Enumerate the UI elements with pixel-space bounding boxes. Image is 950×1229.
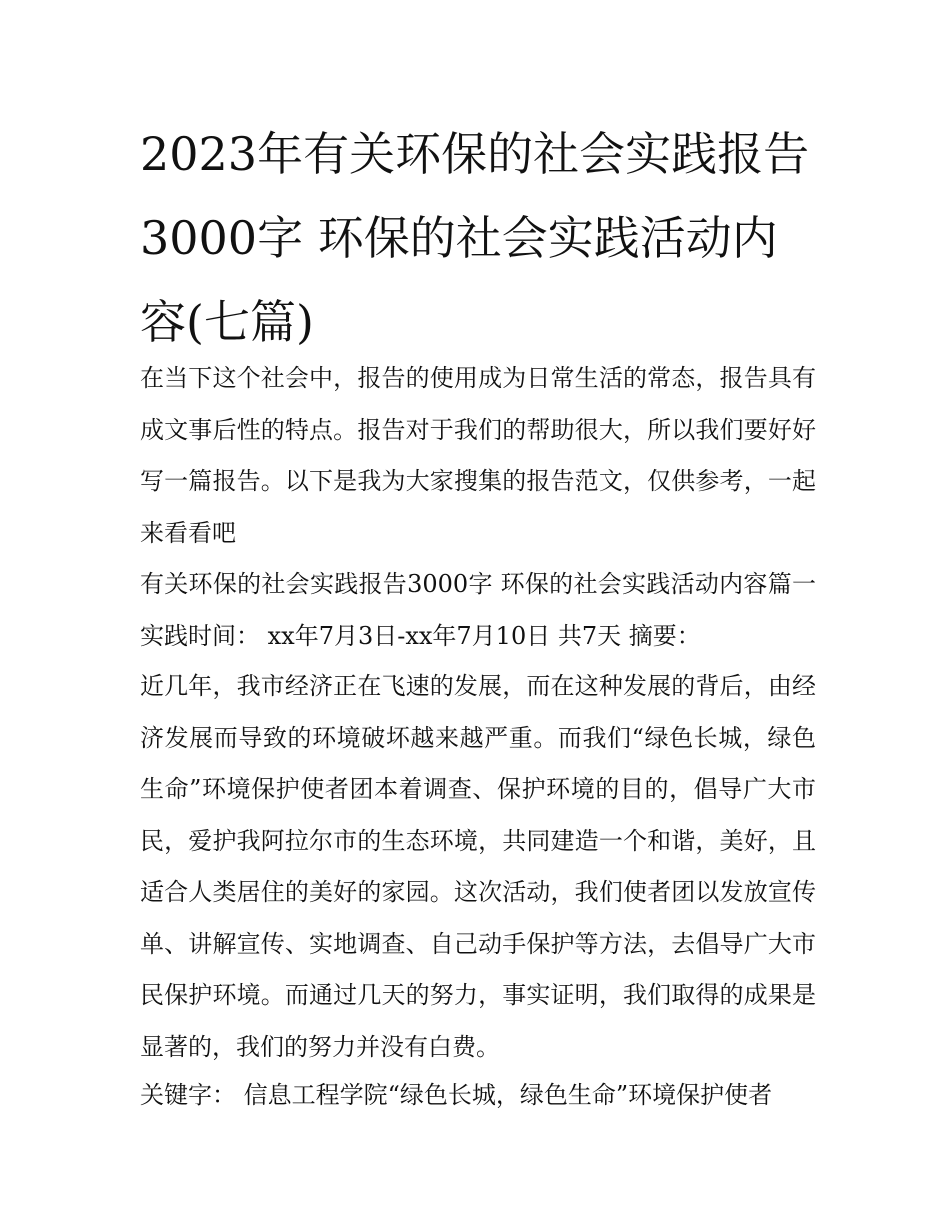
intro-paragraph: 在当下这个社会中，报告的使用成为日常生活的常态，报告具有成文事后性的特点。报告对于我们的帮助很大，所以我们要好好写一篇报告。以下是我为大家搜集的报告范文，仅供参考，一起来看看吧: [140, 364, 816, 547]
keywords-paragraph: 关键字： 信息工程学院“绿色长城，绿色生命”环境保护使者: [140, 1081, 773, 1109]
section-heading-paragraph: 有关环保的社会实践报告3000字 环保的社会实践活动内容篇一 实践时间： xx年7月3日-xx年7月10日 共7天 摘要：: [140, 570, 816, 650]
abstract-paragraph: 近几年，我市经济正在飞速的发展，而在这种发展的背后，由经济发展而导致的环境破坏越来越严重。而我们“绿色长城，绿色生命”环境保护使者团本着调查、保护环境的目的，倡导广大市民，爱护我阿拉尔市的生态环境，共同建造一个和谐，美好，且适合人类居住的美好的家园。这次活动，我们使者团以发放宣传单、讲解宣传、实地调查、自己动手保护等方法，去倡导广大市民保护环境。而通过几天的努力，事实证明，我们取得的成果是显著的，我们的努力并没有白费。: [140, 672, 816, 1061]
document-title: 2023年有关环保的社会实践报告3000字 环保的社会实践活动内容(七篇): [140, 127, 810, 349]
